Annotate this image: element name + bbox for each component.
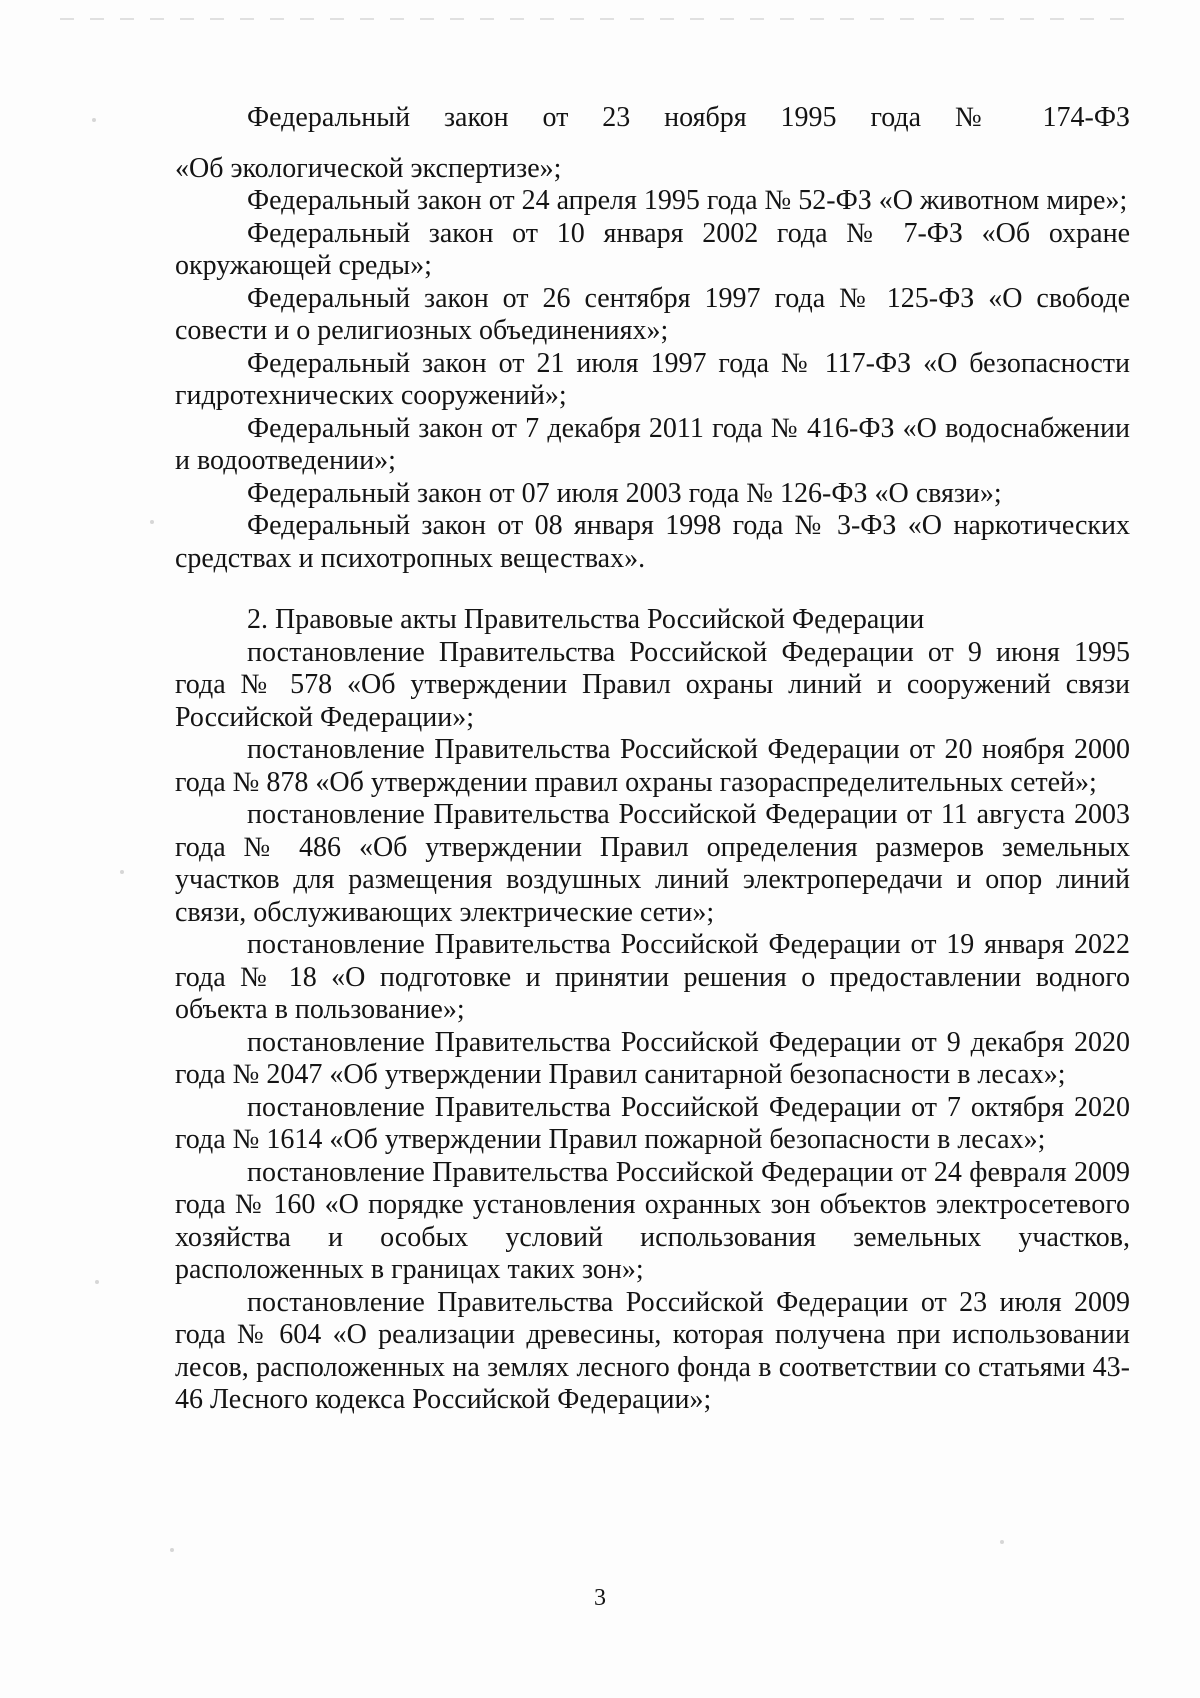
scan-speck	[150, 520, 154, 524]
scan-speck	[95, 1280, 99, 1284]
paragraph-gov-1614: постановление Правительства Российской Федерации от 7 октября 2020 года № 1614 «Об утверждении Правил пожарной безопасности в лесах»;	[175, 1091, 1130, 1155]
scan-artifact-top	[60, 18, 1140, 20]
paragraph-gov-604: постановление Правительства Российской Федерации от 23 июля 2009 года № 604 «О реализации древесины, которая получена при использовании лесов, расположенных на землях лесного фонда в соответствии со статьями 43-46 Лесного кодекса Российской Федерации»;	[175, 1286, 1130, 1415]
scan-speck	[170, 1548, 174, 1552]
paragraph-law-52: Федеральный закон от 24 апреля 1995 года № 52-ФЗ «О животном мире»;	[247, 185, 1128, 216]
document-body	[175, 102, 1130, 1417]
paragraph-law-174: Федеральный закон от 23 ноября 1995 года № 174-ФЗ	[247, 102, 1130, 133]
paragraph-law-117: Федеральный закон от 21 июля 1997 года № 117-ФЗ «О безопасности гидротехнических сооружений»;	[175, 347, 1130, 411]
paragraph-law-174-continued: «Об экологической экспертизе»;	[175, 152, 562, 184]
scan-speck	[120, 870, 124, 874]
scan-speck	[1000, 1540, 1004, 1544]
paragraph-gov-160: постановление Правительства Российской Федерации от 24 февраля 2009 года № 160 «О порядке установления охранных зон объектов электросетевого хозяйства и особых условий использования земельных участков, расположенных в границах таких зон»;	[175, 1156, 1130, 1285]
paragraph-law-125: Федеральный закон от 26 сентября 1997 года № 125-ФЗ «О свободе совести и о религиозных объединениях»;	[175, 282, 1130, 346]
paragraph-law-126: Федеральный закон от 07 июля 2003 года № 126-ФЗ «О связи»;	[247, 477, 1002, 509]
paragraph-law-416: Федеральный закон от 7 декабря 2011 года № 416-ФЗ «О водоснабжении и водоотведении»;	[175, 412, 1130, 476]
paragraph-law-7: Федеральный закон от 10 января 2002 года № 7-ФЗ «Об охране окружающей среды»;	[175, 217, 1130, 281]
paragraph-gov-878: постановление Правительства Российской Федерации от 20 ноября 2000 года № 878 «Об утверждении правил охраны газораспределительных сетей»;	[175, 734, 1130, 798]
scan-speck	[92, 118, 96, 122]
paragraph-gov-2047: постановление Правительства Российской Федерации от 9 декабря 2020 года № 2047 «Об утверждении Правил санитарной безопасности в лесах»;	[175, 1026, 1130, 1090]
paragraph-gov-578: постановление Правительства Российской Федерации от 9 июня 1995 года № 578 «Об утверждении Правил охраны линий и сооружений связи Российской Федерации»;	[175, 636, 1130, 733]
paragraph-gov-18: постановление Правительства Российской Федерации от 19 января 2022 года № 18 «О подготовке и принятии решения о предоставлении водного объекта в пользование»;	[175, 929, 1130, 1025]
paragraph-law-3: Федеральный закон от 08 января 1998 года № 3-ФЗ «О наркотических средствах и психотропных веществах».	[175, 510, 1130, 574]
paragraph-gov-486: постановление Правительства Российской Федерации от 11 августа 2003 года № 486 «Об утверждении Правил определения размеров земельных участков для размещения воздушных линий электропередачи и опор линий связи, обслуживающих электрические сети»;	[175, 799, 1130, 928]
page-number: 3	[594, 1585, 606, 1611]
section-heading-government-acts: 2. Правовые акты Правительства Российской Федерации	[247, 604, 925, 635]
